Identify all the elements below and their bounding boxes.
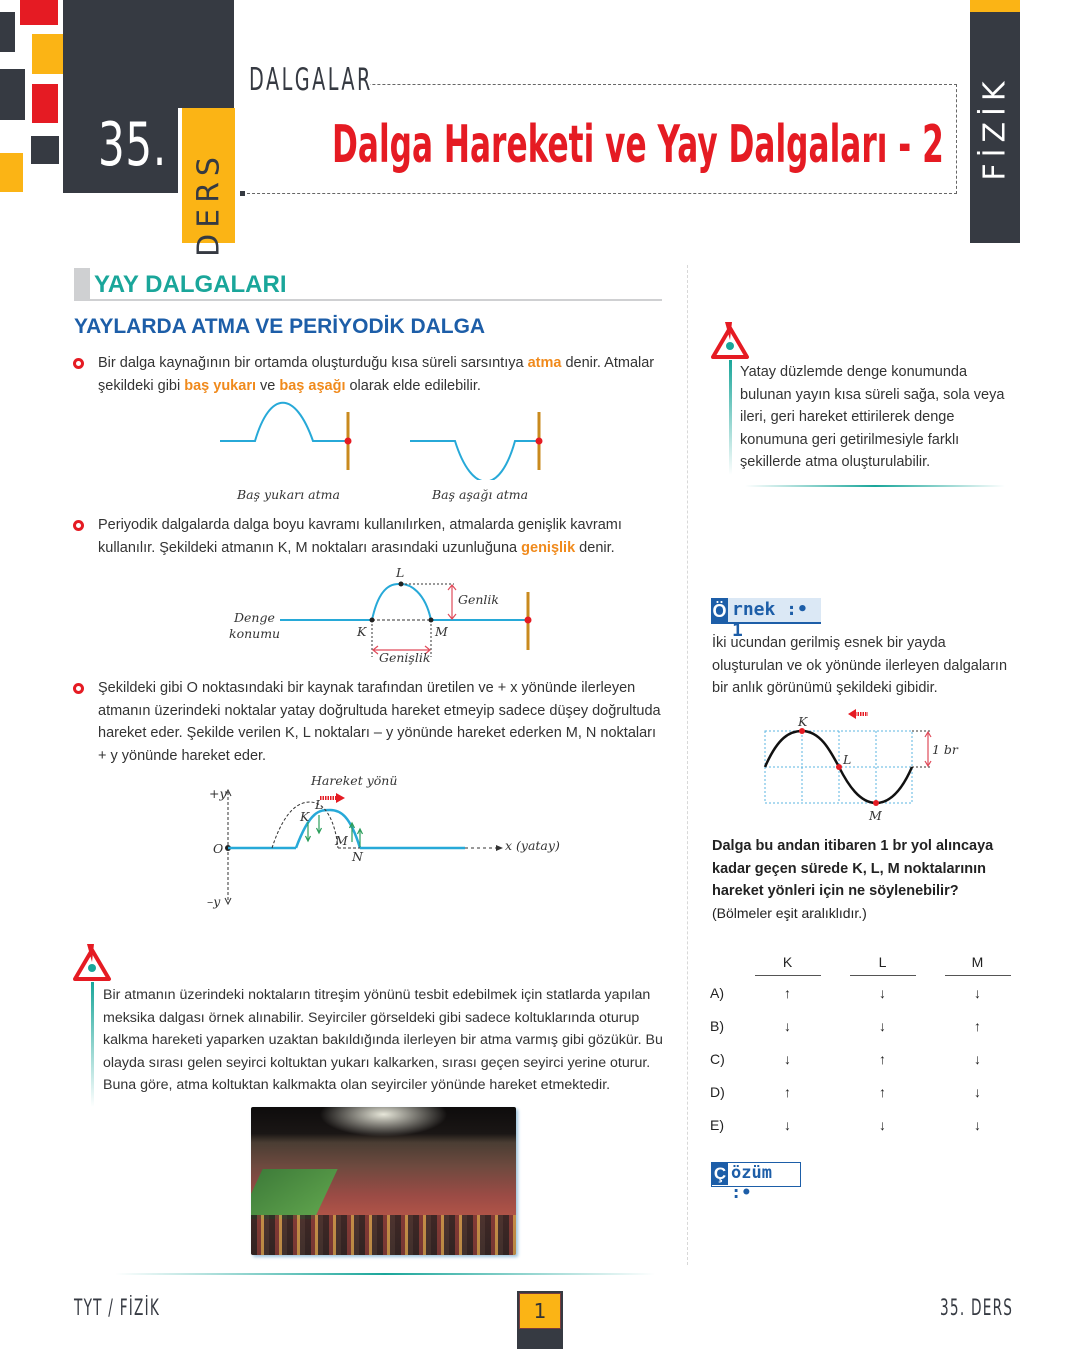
label-K: K (357, 624, 367, 639)
label-genislik: Genişlik (379, 650, 431, 665)
label-L: L (396, 565, 405, 580)
label-N: N (352, 849, 363, 864)
label-L: L (315, 797, 324, 812)
label-genlik: Genlik (458, 592, 500, 607)
answer-options-table: K L M A) ↑ ↓ ↓ B) ↓ ↓ ↑ C) ↓ ↑ ↓ D) ↑ ↑ ↓ E) ↓ ↓ ↓ (710, 950, 1025, 1141)
pulse-motion-figure (200, 770, 520, 915)
caption-head-up-pulse: Baş yukarı atma (237, 487, 340, 502)
warning-icon (72, 942, 112, 984)
label-minus-y: –y (207, 894, 221, 909)
question-text: Dalga bu andan itibaren 1 br yol alıncaya kadar geçen sürede K, L, M noktalarının hareket yönleri için ne söylenebilir? (712, 838, 994, 899)
subject-label: FİZİK (977, 75, 1013, 181)
warning-text: Bir atmanın üzerindeki noktaların titreşim yönünü tesbit edebilmek için statlarda yapılan meksika dalgası örnek alınabilir. Seyirciler görseldeki gibi sadece koltuklarında oturup kalkma hareketi yaparken uzaktan bakıldığında ilerleyen bir atma varmış gibi gözükür. Bu olayda sırası gelen seyirci koltuktan yukarı kalkarken, sırası geçen seyirci yerine oturur. Buna göre, atma koltuktan kalkmakta olan seyirciler yönünde hareket etmektedir. (103, 987, 663, 1093)
warning-accent-line (91, 982, 94, 1107)
option-C[interactable]: C) ↓ ↑ ↓ (710, 1050, 981, 1067)
column-divider (687, 265, 688, 1265)
warning-icon (710, 320, 750, 362)
section-heading: YAY DALGALARI (74, 268, 662, 301)
label-plus-y: +y (209, 786, 227, 801)
example-text: İki ucundan gerilmiş esnek bir yayda oluşturulan ve ok yönünde ilerleyen dalgaların bir anlık görünümü şekildeki gibidir. (712, 635, 1008, 696)
label-konumu: konumu (229, 626, 281, 641)
sine-wave-figure (760, 705, 960, 820)
page-number-box (517, 1291, 563, 1349)
label-unit: 1 br (932, 742, 958, 757)
bullet-text-1: Bir dalga kaynağının bir ortamda oluşturduğu kısa süreli sarsıntıya atma denir. Atmalar şekildeki gibi baş yukarı ve baş aşağı olarak elde edilebilir. (98, 355, 655, 394)
lesson-label: DERS (191, 150, 226, 257)
warning-text-right: Yatay düzlemde denge konumunda bulunan yayın kısa süreli sağa, sola veya ileri, geri hareket ettirilerek denge konumuna geri getirilmesiyle farklı şekillerde atma oluşturulabilir. (740, 364, 1005, 470)
label-L: L (843, 752, 852, 767)
label-motion-direction: Hareket yönü (311, 773, 398, 788)
option-B[interactable]: B) ↓ ↓ ↑ (710, 1017, 981, 1034)
footer-course: TYT / FİZİK (74, 1296, 161, 1321)
warning-accent-line (729, 360, 732, 475)
example-badge: Ö rnek :• 1 (711, 598, 821, 624)
label-x-axis: x (yatay) (505, 838, 560, 853)
lesson-label-box (182, 108, 235, 257)
bullet-text-2: Periyodik dalgalarda dalga boyu kavramı kullanılırken, atmalarda genişlik kavramı kullanılır. Şekildeki atmanın K, M noktaları arasındaki uzunluğuna genişlik denir. (98, 517, 622, 556)
label-M: M (335, 833, 348, 848)
subject-tab (970, 0, 1020, 243)
label-K: K (798, 714, 808, 729)
label-M: M (435, 624, 448, 639)
option-A[interactable]: A) ↑ ↓ ↓ (710, 984, 981, 1001)
page-title: Dalga Hareketi ve Yay Dalgaları - 2 (332, 115, 944, 175)
label-M: M (869, 808, 882, 823)
option-D[interactable]: D) ↑ ↑ ↓ (710, 1083, 981, 1100)
bullet-text-3: Şekildeki gibi O noktasındaki bir kaynak tarafından üretilen ve + x yönünde ilerleyen atmanın üzerindeki noktalar yatay doğrultuda hareket etmeyip sadece düşey doğrultuda hareket eder. Şekilde verilen K, L noktaları – y yönünde hareket ederken M, N noktaları + y yönünde hareket eder. (98, 680, 661, 764)
label-denge: Denge (234, 610, 275, 625)
warning-divider (745, 485, 1005, 487)
pulse-figure (210, 400, 560, 480)
bullet-icon (73, 683, 84, 694)
unit-title: DALGALAR (249, 62, 373, 98)
bullet-icon (73, 520, 84, 531)
footer-lesson: 35. DERS (940, 1296, 1014, 1321)
page-number: 1 (519, 1293, 561, 1329)
solution-badge[interactable]: Ç özüm :• (711, 1162, 801, 1187)
stadium-wave-photo (251, 1107, 516, 1255)
caption-head-down-pulse: Baş aşağı atma (432, 487, 529, 502)
question-note: (Bölmeler eşit aralıklıdır.) (712, 905, 867, 921)
bullet-icon (73, 358, 84, 369)
label-origin: O (213, 841, 224, 856)
lesson-number: 35. (98, 110, 167, 180)
option-E[interactable]: E) ↓ ↓ ↓ (710, 1116, 981, 1133)
subsection-heading: YAYLARDA ATMA VE PERİYODİK DALGA (74, 315, 486, 338)
footer-divider (115, 1273, 655, 1275)
label-K: K (300, 809, 310, 824)
